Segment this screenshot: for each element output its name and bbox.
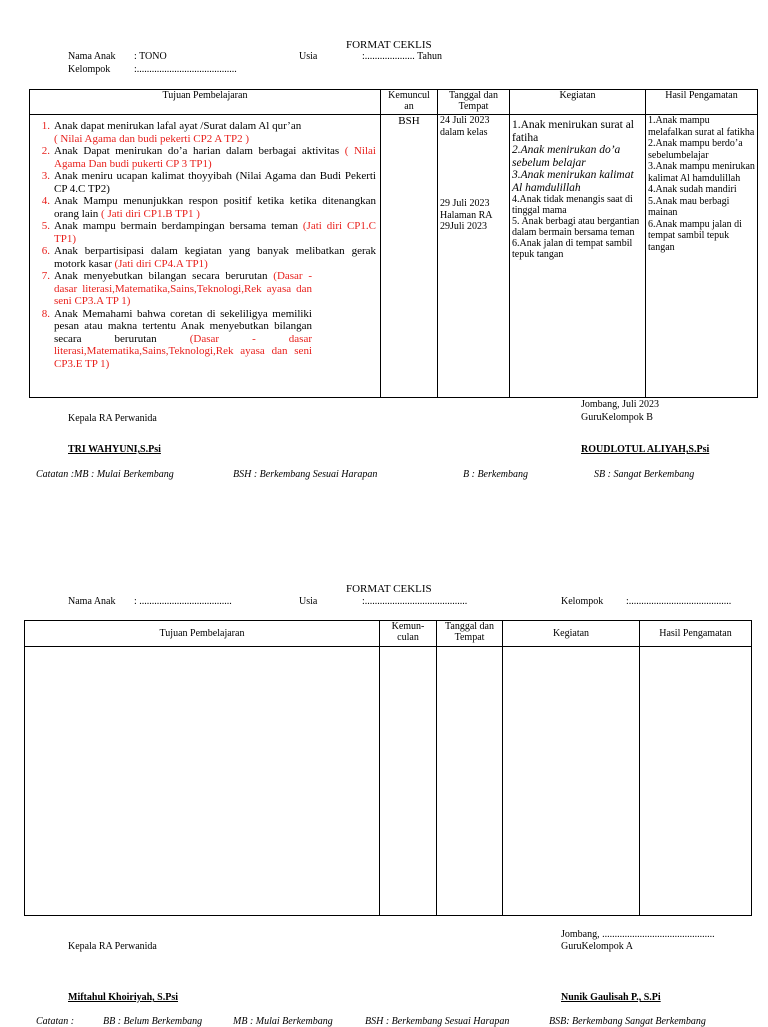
header-tujuan: Tujuan Pembelajaran <box>30 90 381 115</box>
hasil-item: 3.Anak mampu menirukan kalimat Al hamdulillah <box>648 161 755 184</box>
tanggal-cell-2 <box>437 647 503 916</box>
kegiatan-item: 1.Anak menirukan surat al fatiha <box>512 119 634 144</box>
kemunculan-cell: BSH <box>381 115 438 398</box>
goal-item: 4. Anak Mampu menunjukkan respon positif ketika ketika ditenangkan orang lain ( Jati diri CP1.B TP1 ) <box>41 195 376 220</box>
hasil-item: 4.Anak sudah mandiri <box>648 184 737 195</box>
catatan-4: SB : Sangat Berkembang <box>594 469 695 480</box>
kelompok-label: Kelompok <box>68 64 111 75</box>
kelompok-value-2: :......................................... <box>626 596 732 607</box>
nama-value: : TONO <box>134 51 167 62</box>
kemunculan-cell-2 <box>380 647 437 916</box>
tujuan-cell <box>30 115 381 398</box>
form1-title: FORMAT CEKLIS <box>346 39 432 51</box>
tanggal-3: 29Juli 2023 <box>440 221 487 232</box>
nama-value-2: : ..................................... <box>134 596 232 607</box>
goal-item: 3. Anak meniru ucapan kalimat thoyyibah (Nilai Agama dan Budi Pekerti CP 4.C TP2) <box>41 170 376 195</box>
form1-table <box>29 89 758 398</box>
header-tanggal: Tanggal dan Tempat <box>438 90 510 115</box>
hasil-item: 1.Anak mampu melafalkan surat al fatikha <box>648 115 755 138</box>
hasil-item: 6.Anak mampu jalan di tempat sambil tepuk tangan <box>648 218 742 253</box>
tanggal-2: 29 Juli 2023 <box>440 198 490 209</box>
kegiatan-item: 5. Anak berbagi atau bergantian dalam bermain bersama teman <box>512 216 640 238</box>
place-date: Jombang, Juli 2023 <box>581 399 660 410</box>
header-kemunculan: Kemuncul an <box>381 90 438 115</box>
goal-item: 6. Anak berpartisipasi dalam kegiatan yang banyak melibatkan gerak motork kasar (Jati diri CP4.A TP1) <box>41 245 376 270</box>
catatan-2-2: BB : Belum Berkembang <box>103 1016 203 1027</box>
usia-value-2: :......................................... <box>362 596 468 607</box>
catatan-2-5: BSB: Berkembang Sangat Berkembang <box>549 1016 706 1027</box>
form2-title: FORMAT CEKLIS <box>346 583 432 595</box>
nama-label-2: Nama Anak <box>68 596 116 607</box>
hasil-cell-2 <box>640 647 752 916</box>
header-tujuan-2: Tujuan Pembelajaran <box>25 621 380 647</box>
tanggal-cell <box>438 115 510 398</box>
header-kemunculan-2: Kemun-culan <box>380 621 437 647</box>
catatan-3: B : Berkembang <box>463 469 528 480</box>
catatan-2-4: BSH : Berkembang Sesuai Harapan <box>365 1016 510 1027</box>
goal-item: 8. Anak Memahami bahwa coretan di sekeliligya memiliki pesan atau makna tertentu Anak menyebutkan bilangan secara berurutan (Dasar - dasar literasi,Matematika,Sains,Teknologi,Rek ayasa dan seni CP3.E TP 1) <box>41 307 312 370</box>
usia-label: Usia <box>299 51 318 62</box>
catatan-2-3: MB : Mulai Berkembang <box>233 1016 333 1027</box>
kelompok-label-2: Kelompok <box>561 596 604 607</box>
hasil-cell <box>646 115 758 398</box>
guru-label: GuruKelompok B <box>581 412 653 423</box>
kepala-label-2: Kepala RA Perwanida <box>68 941 157 952</box>
hasil-item: 2.Anak mampu berdo’a sebelumbelajar <box>648 138 743 161</box>
place-date-2: Jombang, ............................................. <box>561 929 715 940</box>
kepala-label: Kepala RA Perwanida <box>68 413 157 424</box>
header-hasil: Hasil Pengamatan <box>646 90 758 115</box>
tanggal-1: 24 Juli 2023 <box>440 115 490 126</box>
header-tanggal-2: Tanggal dan Tempat <box>437 621 503 647</box>
tempat-2: Halaman RA <box>440 209 493 221</box>
goal-item: 2. Anak Dapat menirukan do’a harian dalam berbagai aktivitas ( Nilai Agama Dan budi pukerti CP 3 TP1) <box>41 145 376 170</box>
kegiatan-item: 6.Anak jalan di tempat sambil tepuk tangan <box>512 238 633 260</box>
header-hasil-2: Hasil Pengamatan <box>640 621 752 647</box>
goal-item: 1. Anak dapat menirukan lafal ayat /Surat dalam Al qur’an ( Nilai Agama dan budi pekerti CP2 A TP2 ) <box>41 120 302 145</box>
kepala-name: TRI WAHYUNI,S.Psi <box>68 444 161 455</box>
guru-name: ROUDLOTUL ALIYAH,S.Psi <box>581 444 710 455</box>
goal-item: 7. Anak menyebutkan bilangan secara berurutan (Dasar - dasar literasi,Matematika,Sains,Teknologi,Rek ayasa dan seni CP3.A TP 1) <box>41 270 312 307</box>
catatan-2-1: Catatan : <box>36 1016 75 1027</box>
kegiatan-item: 3.Anak menirukan kalimat Al hamdulillah <box>512 169 634 194</box>
kepala-name-2: Miftahul Khoiriyah, S.Psi <box>68 992 179 1003</box>
catatan-2: BSH : Berkembang Sesuai Harapan <box>233 469 378 480</box>
usia-label-2: Usia <box>299 596 318 607</box>
catatan-1: Catatan :MB : Mulai Berkembang <box>36 469 174 480</box>
tempat-1: dalam kelas <box>440 126 488 138</box>
header-kegiatan-2: Kegiatan <box>503 621 640 647</box>
usia-value: :.................... Tahun <box>362 51 442 62</box>
guru-name-2: Nunik Gaulisah P., S.Pi <box>561 992 661 1003</box>
form2-table <box>24 620 752 916</box>
kegiatan-item: 4.Anak tidak menangis saat di tinggal mama <box>512 194 633 216</box>
guru-label-2: GuruKelompok A <box>561 941 633 952</box>
header-kegiatan: Kegiatan <box>510 90 646 115</box>
kegiatan-cell-2 <box>503 647 640 916</box>
kegiatan-item: 2.Anak menirukan do’a sebelum belajar <box>512 144 621 169</box>
nama-label: Nama Anak <box>68 51 116 62</box>
hasil-item: 5.Anak mau berbagi mainan <box>648 195 730 218</box>
kelompok-value: :........................................ <box>134 64 237 75</box>
tujuan-cell-2 <box>25 647 380 916</box>
kegiatan-cell <box>510 115 646 398</box>
goal-item: 5. Anak mampu bermain berdampingan bersama teman (Jati diri CP1.C TP1) <box>41 220 377 245</box>
